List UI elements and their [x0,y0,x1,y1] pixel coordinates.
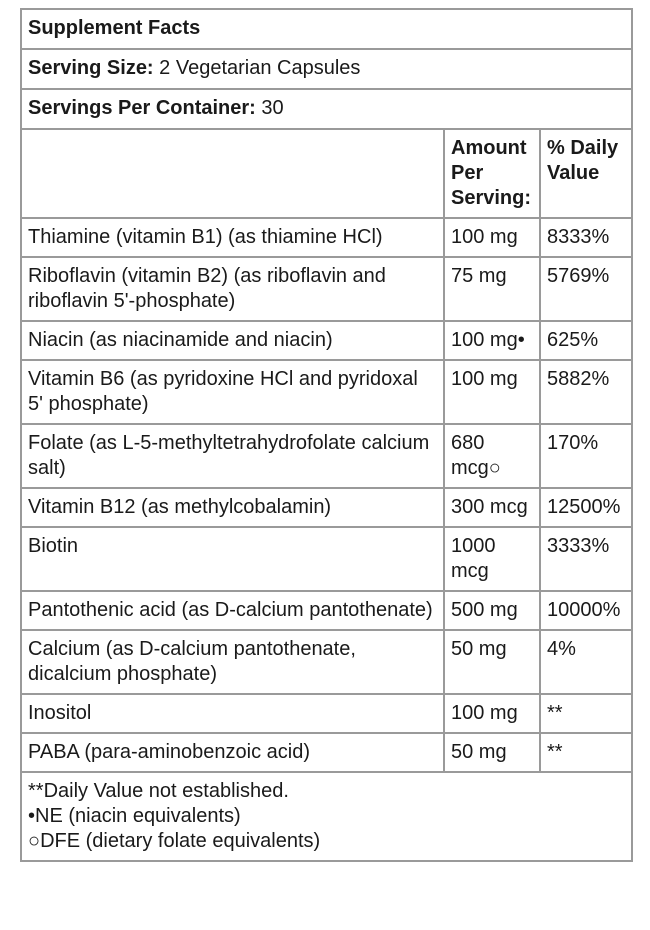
nutrient-name: Pantothenic acid (as D-calcium pantothenate) [21,591,444,630]
nutrient-daily-value: 12500% [540,488,632,527]
table-row [21,218,632,257]
nutrient-name: Thiamine (vitamin B1) (as thiamine HCl) [21,218,444,257]
column-header-amount: Amount Per Serving: [451,137,532,209]
table-row [21,591,632,630]
title-cell [21,9,632,49]
serving-size-row [21,49,632,89]
footnote: •NE (niacin equivalents) [28,805,241,827]
nutrient-name: Vitamin B6 (as pyridoxine HCl and pyridoxal 5' phosphate) [21,360,444,424]
table-title: Supplement Facts [28,17,201,39]
servings-per-container-label: Servings Per Container: [28,97,256,119]
nutrient-amount: 100 mg [444,218,540,257]
footnotes-cell [21,772,632,861]
nutrient-name: Biotin [21,527,444,591]
title-row [21,9,632,49]
supplement-facts-table [20,8,633,862]
serving-size-cell [21,49,632,89]
nutrient-name: Niacin (as niacinamide and niacin) [21,321,444,360]
table-row [21,360,632,424]
serving-size-label: Serving Size: [28,57,154,79]
footnotes-row [21,772,632,861]
nutrient-daily-value: ** [540,694,632,733]
nutrient-amount: 100 mg• [444,321,540,360]
nutrient-daily-value: 625% [540,321,632,360]
table-row [21,257,632,321]
nutrient-name: Inositol [21,694,444,733]
nutrient-amount: 100 mg [444,694,540,733]
footnote: **Daily Value not established. [28,780,289,802]
nutrient-daily-value: 3333% [540,527,632,591]
table-row [21,630,632,694]
nutrient-name: Calcium (as D-calcium pantothenate, dicalcium phosphate) [21,630,444,694]
nutrient-amount: 680 mcg○ [444,424,540,488]
nutrient-daily-value: 4% [540,630,632,694]
column-header-dv-cell [540,129,632,218]
nutrient-name: Riboflavin (vitamin B2) (as riboflavin and riboflavin 5'-phosphate) [21,257,444,321]
nutrient-amount: 50 mg [444,733,540,772]
nutrient-amount: 100 mg [444,360,540,424]
nutrient-daily-value: 5882% [540,360,632,424]
servings-per-container-row [21,89,632,129]
nutrient-name: Folate (as L-5-methyltetrahydrofolate calcium salt) [21,424,444,488]
nutrient-daily-value: 8333% [540,218,632,257]
nutrient-amount: 75 mg [444,257,540,321]
nutrient-daily-value: ** [540,733,632,772]
servings-per-container-cell [21,89,632,129]
nutrient-amount: 500 mg [444,591,540,630]
serving-size-value: 2 Vegetarian Capsules [159,57,361,79]
column-header-blank [21,129,444,218]
servings-per-container-value: 30 [261,97,284,119]
table-row [21,488,632,527]
nutrient-name: Vitamin B12 (as methylcobalamin) [21,488,444,527]
table-row [21,527,632,591]
nutrient-amount: 300 mcg [444,488,540,527]
table-row [21,321,632,360]
footnote: ○DFE (dietary folate equivalents) [28,830,321,852]
nutrient-daily-value: 10000% [540,591,632,630]
table-row [21,694,632,733]
table-row [21,424,632,488]
column-header-amount-cell [444,129,540,218]
nutrient-daily-value: 170% [540,424,632,488]
column-header-row [21,129,632,218]
nutrient-amount: 1000 mcg [444,527,540,591]
nutrient-amount: 50 mg [444,630,540,694]
nutrient-daily-value: 5769% [540,257,632,321]
nutrient-name: PABA (para-aminobenzoic acid) [21,733,444,772]
column-header-dv: % Daily Value [547,137,619,184]
table-row [21,733,632,772]
